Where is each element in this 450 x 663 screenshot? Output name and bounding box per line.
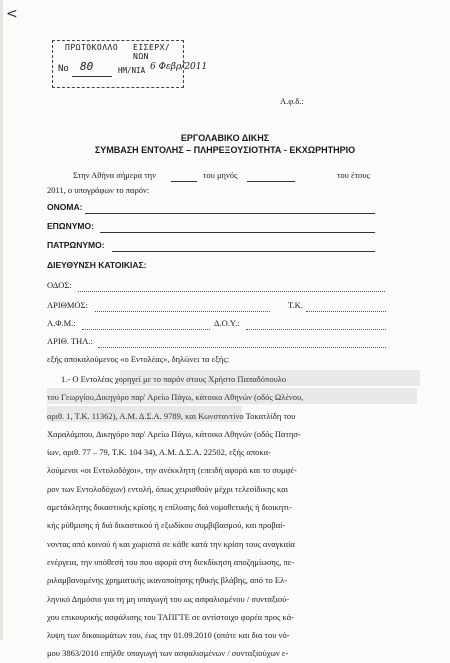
number-line <box>95 311 270 312</box>
fathers-name-label: ΠΑΤΡΩΝΥΜΟ: <box>47 240 105 250</box>
stamp-number-field <box>72 60 112 77</box>
stamp-incoming-label: ΕΙΣΕΡΧ/ΝΩΝ <box>133 43 171 61</box>
afd-label: Α.φ.δ.: <box>280 96 304 106</box>
day-blank <box>171 181 197 182</box>
phone-label: ΑΡΙΘ. ΤΗΛ.: <box>47 336 93 346</box>
paragraph-line: Χαραλάμπου, Δικηγόρο παρ' Αρείω Πάγω, κάτοικο Αθηνών (οδός Πατησ- <box>47 428 301 439</box>
title-line-2: ΣΥΜΒΑΣΗ ΕΝΤΟΛΗΣ – ΠΛΗΡΕΞΟΥΣΙΟΤΗΤΑ - ΕΚΧΩΡΗΤΗΡΙΟ <box>94 145 356 155</box>
intro-text-b: του μηνός <box>203 170 238 180</box>
address-header: ΔΙΕΥΘΥΝΣΗ ΚΑΤΟΙΚΙΑΣ: <box>47 260 147 270</box>
paragraph-line: νοντας από κοινού ή και χωριστά σε κάθε κατά την κρίση τους αναγκαία <box>47 538 295 549</box>
stamp-number-value: 80 <box>80 60 94 73</box>
number-label: ΑΡΙΘΜΟΣ: <box>47 300 88 310</box>
corner-mark: < <box>6 6 18 22</box>
paragraph-line: ληνικό Δημόσιο για τη μη υπαγωγή του ως ασφαλισμένου / συνταξιού- <box>47 593 290 604</box>
phone-line <box>98 347 386 348</box>
called-line: εξής αποκαλούμενος «ο Εντολέας», δηλώνει τα εξής: <box>47 354 230 364</box>
paragraph-line: ριλαμβανομένης χρηματικής ικανοποίησης ηθικής βλάβης, από το Ελ- <box>47 575 288 586</box>
main-paragraph <box>47 370 417 663</box>
afm-line <box>82 329 210 330</box>
paragraph-line: ίων, αριθ. 77 – 79, Τ.Κ. 104 34), Α.Μ. Δ.Σ.Α. 22502, εξής αποκα- <box>47 447 271 458</box>
scan-edge <box>0 0 3 640</box>
stamp-number-label: Νο <box>58 64 69 74</box>
stamp-date-value: 6 Φεβρ/2011 <box>150 62 208 72</box>
paragraph-line: αμετάκλητης δικαστικής κρίσης η επίλυσης διά νομοθετικής ή διοικητι- <box>47 502 292 513</box>
paragraph-line: μου 3863/2010 επήλθε υπαγωγή των ασφαλισμένων / συνταξιούχων ε- <box>47 648 289 659</box>
stamp-date-label: ΗΜ/ΝΙΑ <box>118 66 146 75</box>
doy-label: Δ.Ο.Υ.: <box>214 318 240 328</box>
intro-text-c: του έτους <box>337 170 370 180</box>
paragraph-line: ενέργεια, την υπόθεσή του που αφορά στη διεκδίκηση αποζημίωσης, πε- <box>47 556 295 567</box>
street-line <box>78 291 385 292</box>
paragraph-line: του Γεωργίου,Δικηγόρο παρ' Αρείω Πάγω, κάτοικο Αθηνών (οδός Ωλένου, <box>47 392 304 403</box>
title-line-1: ΕΡΓΟΛΑΒΙΚΟ ΔΙΚΗΣ <box>180 133 270 143</box>
surname-line <box>100 232 375 233</box>
paragraph-line: αριθ. 1, Τ.Κ. 11362), Α.Μ. Δ.Σ.Α. 9789, και Κωνσταντίνο Τοκατλίδη του <box>47 410 296 421</box>
paragraph-line: κής ρύθμισης ή διά δικαστικού ή εξωδίκου συμβιβασμού, και προβαί- <box>47 520 286 531</box>
intro-text-a: Στην Αθήνα σήμερα την <box>73 170 156 180</box>
paragraph-line: ρον των Εντολοδόχων) εντολή, όπως χειρισθούν μέχρι τελεσίδικης και <box>47 483 288 494</box>
doy-line <box>246 329 386 330</box>
postal-code-label: Τ.Κ. <box>288 300 303 310</box>
afm-label: Α.Φ.Μ.: <box>47 318 76 328</box>
street-label: ΟΔΟΣ: <box>47 280 72 290</box>
month-blank <box>247 181 295 182</box>
surname-label: ΕΠΩΝΥΜΟ: <box>47 221 94 231</box>
name-line <box>85 213 375 214</box>
postal-code-line <box>306 311 386 312</box>
paragraph-line: χου επικουρικής ασφάλισης του ΤΑΠΓΤΕ σε αντίστοιχο φορέα προς κά- <box>47 611 294 622</box>
name-label: ΟΝΟΜΑ: <box>47 202 83 212</box>
fathers-name-line <box>112 251 375 252</box>
paragraph-line: λούμενοι «οι Εντολοδόχοι», την ανέκκλητη (επειδή αφορά και το συμφέ- <box>47 465 297 476</box>
paragraph-line: 1.- Ο Εντολέας χορηγεί με το παρόν στους Χρήστο Παπαδόπουλο <box>61 374 287 384</box>
stamp-protocol-label: ΠΡΩΤΟΚΟΛΛΟ <box>65 43 119 52</box>
paragraph-line: λυψη των δικαιωμάτων του, έως την 01.09.2010 (οπότε και δια του νό- <box>47 630 290 641</box>
intro-text-line2: 2011, ο υπογράφων το παρόν: <box>47 185 150 195</box>
